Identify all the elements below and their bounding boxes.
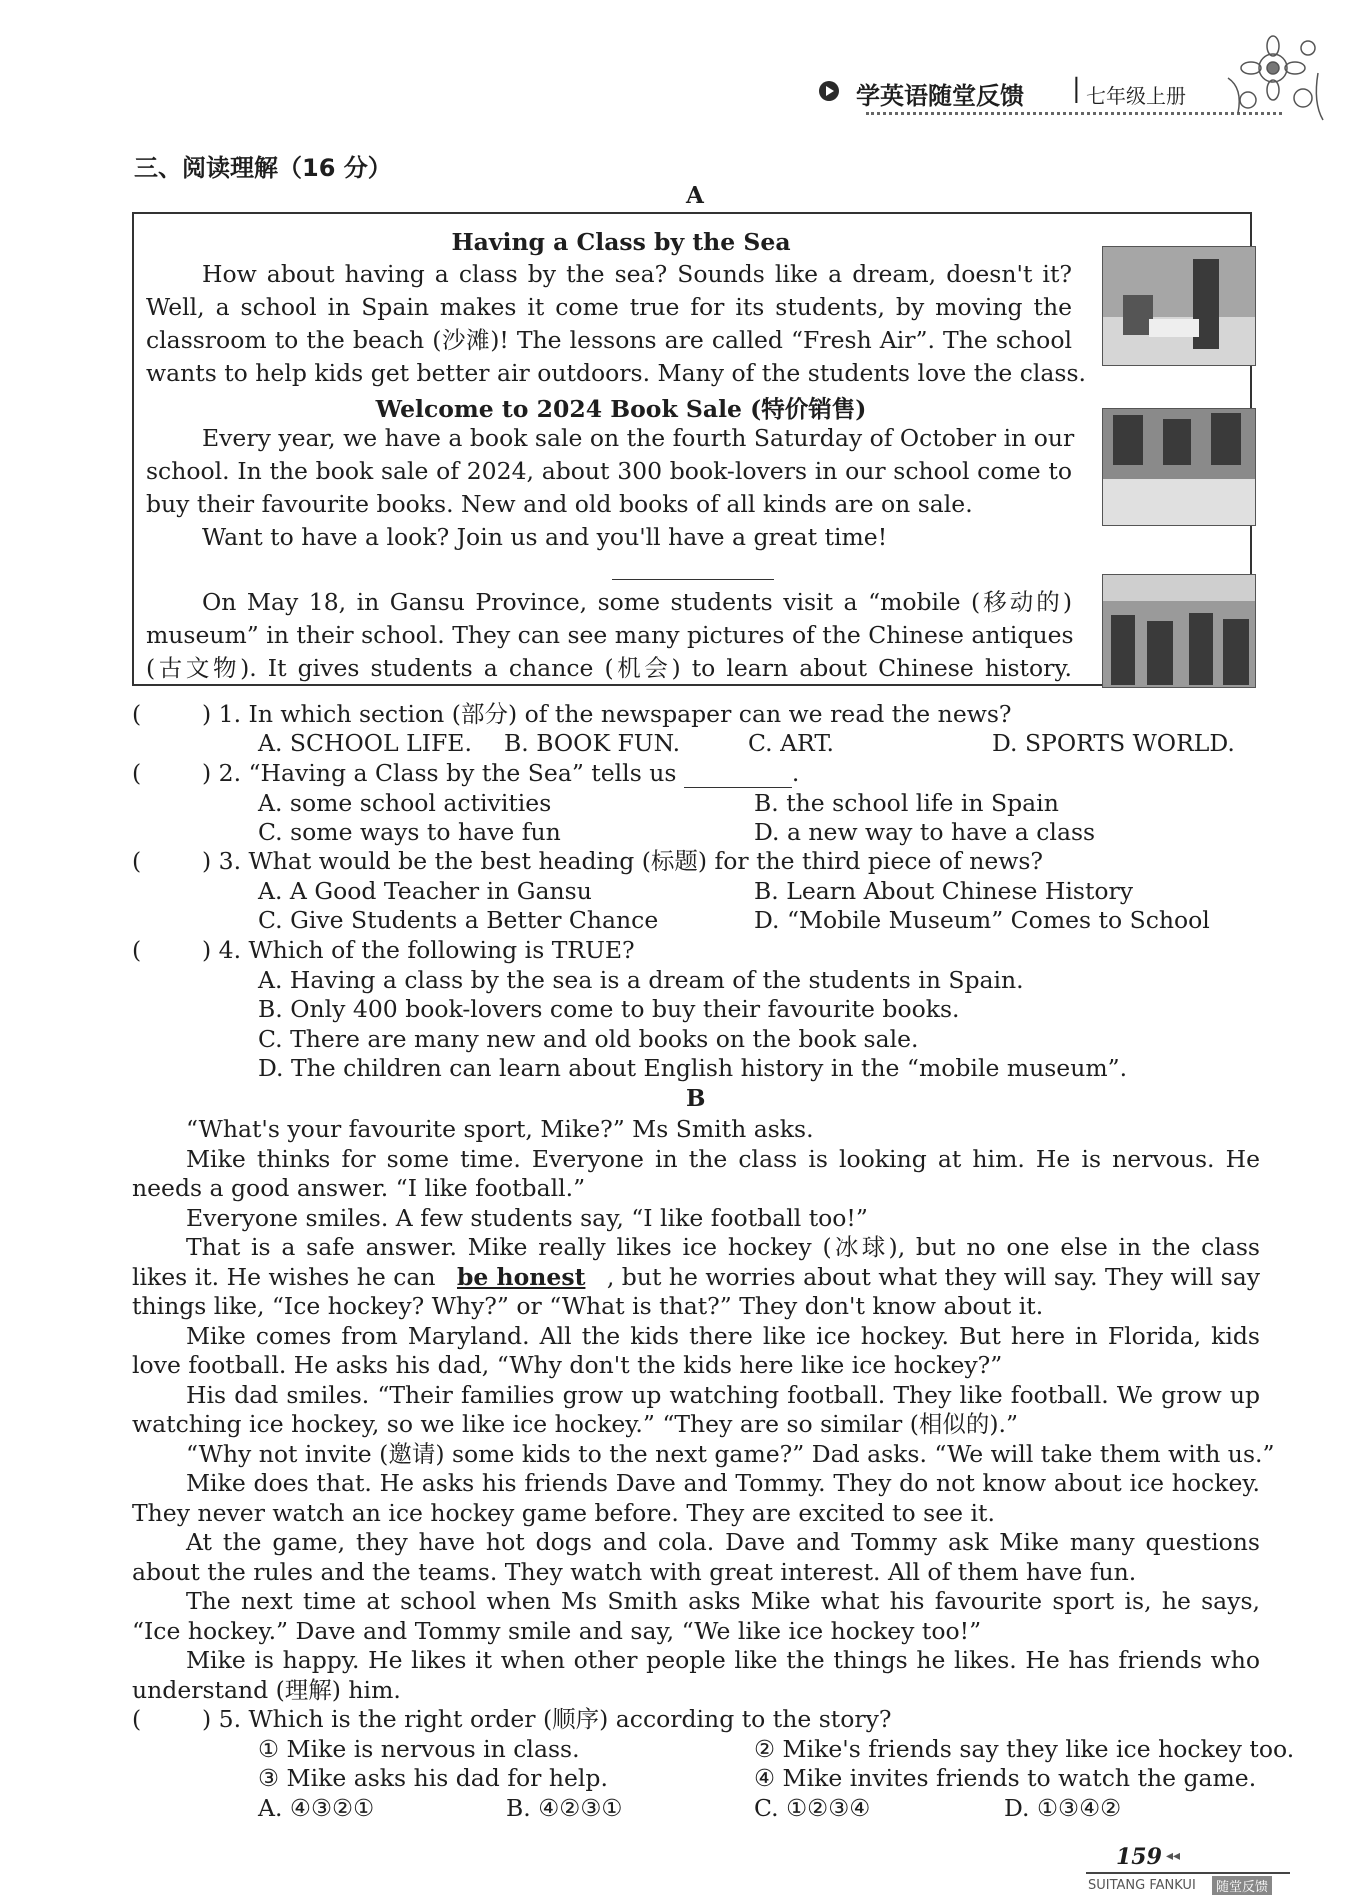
underlined-phrase: be honest (456, 1263, 586, 1291)
event-item: ② Mike's friends say they like ice hockey too. (754, 1735, 1295, 1763)
story-line: “Why not invite (邀请) some kids to the next game?” Dad asks. “We will take them with us.” (186, 1440, 1275, 1468)
brand-text: SUITANG FANKUI (1088, 1878, 1196, 1893)
news2-line: school. In the book sale of 2024, about 300 book-lovers in our school come to (146, 457, 1072, 485)
option[interactable]: B. BOOK FUN. (504, 729, 681, 757)
story-line: That is a safe answer. Mike really likes ice hockey (冰球), but no one else in the class (186, 1233, 1260, 1261)
option[interactable]: C. Give Students a Better Chance (258, 906, 659, 934)
answer-blank[interactable]: ( (132, 1705, 142, 1733)
stem-end: . (791, 759, 800, 787)
answer-blank[interactable]: ( (132, 759, 142, 787)
option[interactable]: A. Having a class by the sea is a dream of the students in Spain. (258, 966, 1024, 994)
option[interactable]: C. There are many new and old books on the book sale. (258, 1025, 919, 1053)
mobile-museum-photo (1102, 574, 1256, 688)
answer-blank[interactable]: ( (132, 936, 142, 964)
story-line: Mike is happy. He likes it when other people like the things he likes. He has friends who (186, 1646, 1260, 1674)
news1-line: Well, a school in Spain makes it come true for its students, by moving the (146, 293, 1072, 321)
option[interactable]: C. ART. (748, 729, 835, 757)
section-title: 三、阅读理解（16 分） (134, 154, 392, 182)
event-item: ④ Mike invites friends to watch the game. (754, 1764, 1257, 1792)
footer-rule (1086, 1872, 1290, 1874)
question-stem: ) 3. What would be the best heading (标题) for the third piece of news? (202, 847, 1044, 875)
story-line-end: , but he worries about what they will say. They will say (606, 1263, 1260, 1291)
option[interactable]: B. Learn About Chinese History (754, 877, 1134, 905)
event-item: ① Mike is nervous in class. (258, 1735, 580, 1763)
story-line: “What's your favourite sport, Mike?” Ms Smith asks. (186, 1115, 814, 1143)
grade-label: 七年级上册 (1086, 84, 1186, 108)
play-icon (818, 80, 840, 102)
story-line (132, 1262, 1260, 1292)
news-divider (612, 579, 774, 580)
story-line: Mike comes from Maryland. All the kids there like ice hockey. But here in Florida, kids (186, 1322, 1260, 1350)
story-line: At the game, they have hot dogs and cola. Dave and Tommy ask Mike many questions (186, 1528, 1260, 1556)
news3-line: museum” in their school. They can see many pictures of the Chinese antiques (146, 621, 1074, 649)
part-b-label: B (686, 1085, 706, 1112)
page-number: 159 (1116, 1844, 1162, 1870)
story-line: watching ice hockey, so we like ice hockey.” “They are so similar (相似的).” (132, 1410, 1019, 1438)
option[interactable]: D. “Mobile Museum” Comes to School (754, 906, 1210, 934)
news2-line: Want to have a look? Join us and you'll have a great time! (202, 523, 888, 551)
news1-line: wants to help kids get better air outdoors. Many of the students love the class. (146, 359, 1087, 387)
news3-line: (古文物). It gives students a chance (机会) to learn about Chinese history. (146, 654, 1072, 682)
story-line: needs a good answer. “I like football.” (132, 1174, 586, 1202)
story-line: love football. He asks his dad, “Why don't the kids here like ice hockey?” (132, 1351, 1003, 1379)
answer-blank[interactable]: ( (132, 847, 142, 875)
question-stem-text: ) 2. “Having a Class by the Sea” tells us (202, 759, 677, 787)
arrow-icon: ◂◂ (1166, 1848, 1181, 1864)
brand-badge: 随堂反馈 (1212, 1876, 1272, 1895)
flower-decoration-icon (1218, 28, 1328, 128)
option[interactable]: A. ④③②① (258, 1794, 375, 1822)
option[interactable]: D. SPORTS WORLD. (992, 729, 1235, 757)
question-stem: ) 1. In which section (部分) of the newspaper can we read the news? (202, 700, 1012, 728)
story-line: about the rules and the teams. They watch with great interest. All of them have fun. (132, 1558, 1137, 1586)
story-line: “Ice hockey.” Dave and Tommy smile and say, “We like ice hockey too!” (132, 1617, 982, 1645)
story-line: understand (理解) him. (132, 1676, 401, 1704)
question-stem: ) 5. Which is the right order (顺序) according to the story? (202, 1705, 892, 1733)
option[interactable]: D. a new way to have a class (754, 818, 1096, 846)
story-line: things like, “Ice hockey? Why?” or “What is that?” They don't know about it. (132, 1292, 1044, 1320)
option[interactable]: B. Only 400 book-lovers come to buy their favourite books. (258, 995, 960, 1023)
beach-class-photo (1102, 246, 1256, 366)
story-line: Everyone smiles. A few students say, “I like football too!” (186, 1204, 868, 1232)
news1-title: Having a Class by the Sea (451, 228, 791, 256)
story-line: Mike does that. He asks his friends Dave and Tommy. They do not know about ice hockey. (186, 1469, 1260, 1497)
story-line: Mike thinks for some time. Everyone in the class is looking at him. He is nervous. He (186, 1145, 1260, 1173)
part-a-label: A (686, 182, 704, 209)
option[interactable]: C. some ways to have fun (258, 818, 561, 846)
news3-line: On May 18, in Gansu Province, some students visit a “mobile (移动的) (202, 588, 1072, 616)
answer-blank[interactable]: ( (132, 700, 142, 728)
news1-line: How about having a class by the sea? Sounds like a dream, doesn't it? (202, 260, 1072, 288)
option[interactable]: A. SCHOOL LIFE. (258, 729, 472, 757)
question-stem: ) 4. Which of the following is TRUE? (202, 936, 635, 964)
option[interactable]: B. the school life in Spain (754, 789, 1059, 817)
story-line: The next time at school when Ms Smith asks Mike what his favourite sport is, he says, (186, 1587, 1260, 1615)
story-line: They never watch an ice hockey game before. They are excited to see it. (132, 1499, 995, 1527)
event-item: ③ Mike asks his dad for help. (258, 1764, 608, 1792)
option[interactable]: D. The children can learn about English history in the “mobile museum”. (258, 1054, 1128, 1082)
news2-line: buy their favourite books. New and old books of all kinds are on sale. (146, 490, 973, 518)
option[interactable]: B. ④②③① (506, 1794, 623, 1822)
book-title: 学英语随堂反馈 (856, 82, 1024, 110)
book-sale-photo (1102, 408, 1256, 526)
option[interactable]: D. ①③④② (1004, 1794, 1122, 1822)
header-separator: | (1072, 74, 1081, 104)
fill-in-blank[interactable] (684, 765, 792, 788)
option[interactable]: C. ①②③④ (754, 1794, 871, 1822)
story-line-start: likes it. He wishes he can (132, 1263, 436, 1291)
news2-title: Welcome to 2024 Book Sale (特价销售) (375, 395, 867, 423)
option[interactable]: A. some school activities (258, 789, 552, 817)
story-line: His dad smiles. “Their families grow up watching football. They like football. We grow up (186, 1381, 1260, 1409)
question-stem (202, 758, 799, 788)
news1-line: classroom to the beach (沙滩)! The lessons are called “Fresh Air”. The school (146, 326, 1072, 354)
option[interactable]: A. A Good Teacher in Gansu (258, 877, 592, 905)
news2-line: Every year, we have a book sale on the fourth Saturday of October in our (202, 424, 1075, 452)
